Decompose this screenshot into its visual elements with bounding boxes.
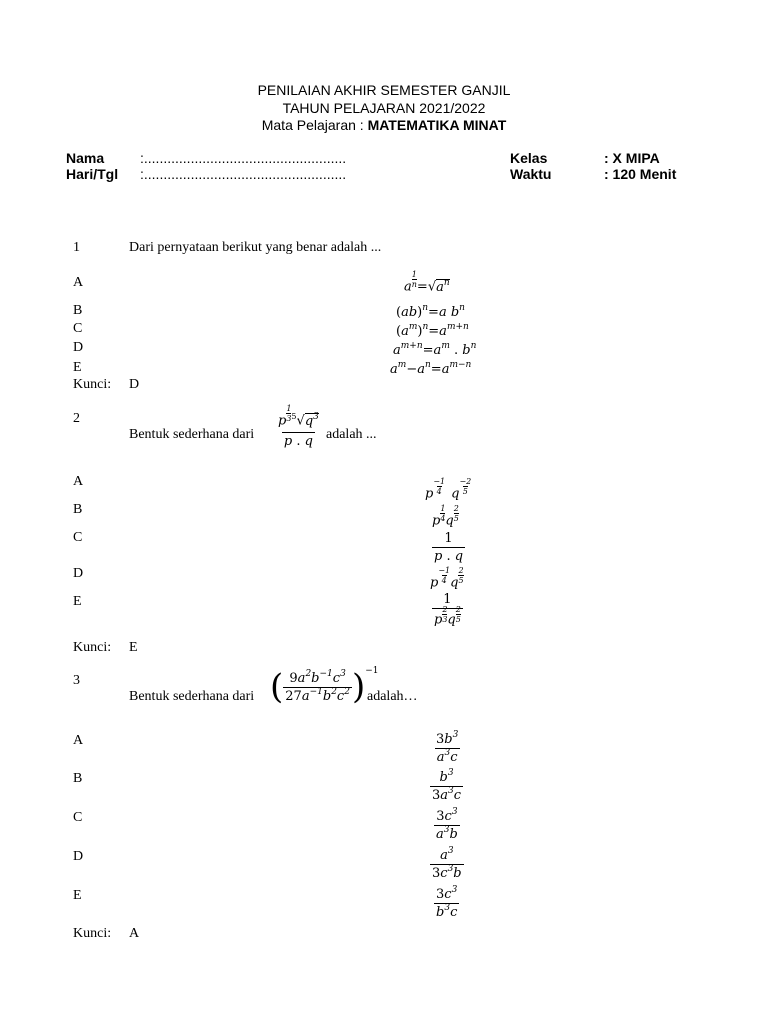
option-a-formula: a $\frac{1}{n}$ $=√a^n$ [404, 270, 450, 295]
option-label: B [73, 303, 83, 318]
haritgl-label: Hari/Tgl [66, 166, 119, 182]
waktu-label: Waktu [510, 166, 552, 182]
option-b-formula: p $\frac{1}{4}$ q $\frac{2}{5}$ [432, 504, 459, 529]
option-a-formula: p $\frac{-1}{4}$ q $\frac{-2}{5}$ [425, 477, 472, 502]
kunci-answer: D [129, 377, 140, 392]
option-e-formula: 1 p $\frac{2}{3}$ q $\frac{2}{5}$ [434, 592, 461, 628]
option-label: C [73, 810, 83, 825]
option-c-formula: $(a^m)^n=a^{m+n}$ [396, 322, 469, 339]
option-b-formula: (ab)$^n$=a $b^n$ [396, 303, 465, 320]
option-label: E [73, 360, 82, 375]
question-number: 1 [73, 240, 80, 255]
nama-label: Nama [66, 150, 105, 166]
option-label: A [73, 733, 84, 748]
option-label: D [73, 340, 84, 355]
question-number: 3 [73, 673, 80, 688]
kelas-value: : X MIPA [604, 150, 660, 166]
subject-name: MATEMATIKA MINAT [367, 117, 507, 133]
subject-prefix: Mata Pelajaran : [261, 117, 368, 133]
option-c-formula: $\frac{1}{p . q}$ [434, 531, 464, 564]
kelas-label: Kelas [510, 150, 548, 166]
option-label: C [73, 530, 83, 545]
option-d-formula: $a^{m+n}=a^m$ . $b^n$ [393, 341, 477, 358]
option-d-formula: p $\frac{-1}{4}$ q $\frac{2}{5}$ [430, 566, 464, 591]
option-label: D [73, 566, 84, 581]
option-label: B [73, 502, 83, 517]
option-label: A [73, 275, 84, 290]
question-text: Bentuk sederhana dari [129, 689, 255, 704]
option-label: E [73, 594, 82, 609]
option-e-formula: $\frac{3c^3}{b^3c}$ [436, 885, 458, 920]
option-c-formula: $\frac{3c^3}{a^3b}$ [436, 807, 458, 842]
option-label: E [73, 888, 82, 903]
academic-year: TAHUN PELAJARAN 2021/2022 [282, 100, 486, 116]
kunci-label: Kunci: [73, 926, 112, 941]
kunci-answer: A [129, 926, 140, 941]
option-d-formula: $\frac{a^3}{3c^3b}$ [432, 846, 462, 881]
kunci-label: Kunci: [73, 640, 112, 655]
exam-title: PENILAIAN AKHIR SEMESTER GANJIL [257, 82, 511, 98]
option-a-formula: $\frac{3b^3}{a^3c}$ [436, 730, 459, 765]
question-number: 2 [73, 411, 80, 426]
nama-field: :.................................................... [140, 150, 347, 166]
question-text: Bentuk sederhana dari [129, 427, 255, 442]
option-label: A [73, 474, 84, 489]
kunci-answer: E [129, 640, 138, 655]
question-expression: p $\frac{1}{3}$ $^5√q^3$ p . q [278, 404, 319, 449]
haritgl-field: :.................................................... [140, 166, 347, 182]
question-text-suffix: adalah ... [326, 427, 377, 442]
option-label: D [73, 849, 84, 864]
waktu-value: : 120 Menit [604, 166, 677, 182]
kunci-label: Kunci: [73, 377, 112, 392]
question-text-suffix: adalah… [367, 689, 418, 704]
option-label: C [73, 321, 83, 336]
subject-line [0, 117, 768, 133]
question-expression: ( $\frac{9a^2b^{-1}c^3}{27a^{-1}b^2c^2}$ )$^{-1}$ [270, 665, 379, 707]
option-e-formula: $a^m-a^n=a^{m-n}$ [390, 360, 472, 377]
option-label: B [73, 771, 83, 786]
question-text: Dari pernyataan berikut yang benar adalah ... [129, 240, 382, 255]
option-b-formula: $\frac{b^3}{3a^3c}$ [432, 768, 462, 803]
